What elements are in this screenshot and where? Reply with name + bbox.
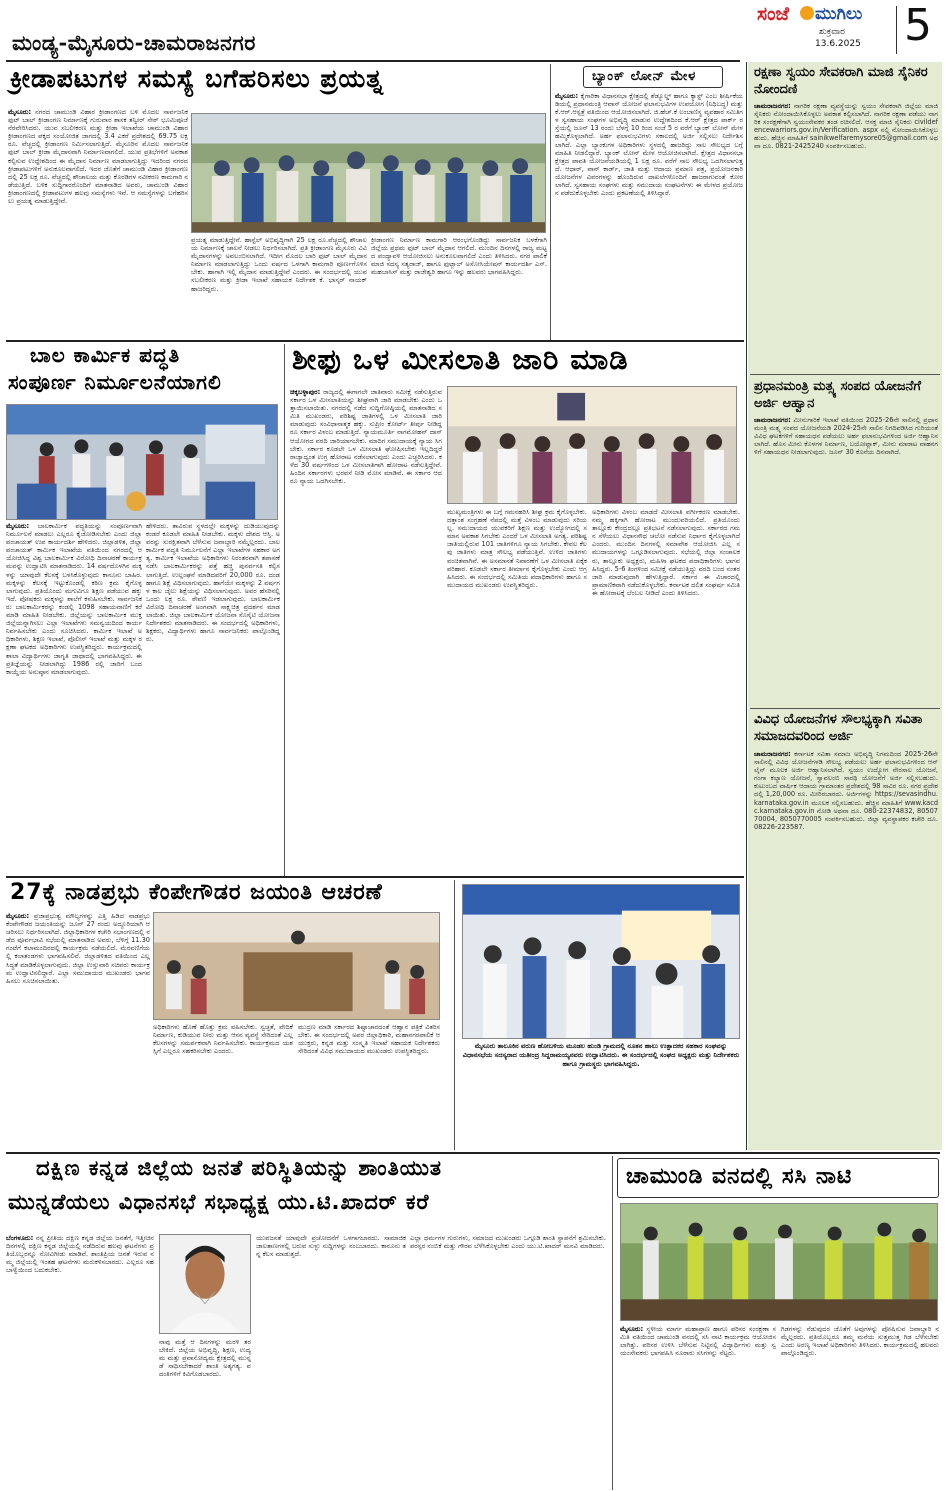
article-child-body-1: ಬಾಲಕಾರ್ಮಿಕ ಪದ್ಧತಿಯನ್ನು ಸಂಪೂರ್ಣವಾಗಿ ನಿರ್ಮೂಲನೆ ಮಾಡಲು ಎಲ್ಲರೂ ಕೈಜೋಡಿಸಬೇಕು ಎಂದು ಜಿಲ್ಲಾ ಪಂಚಾಯತ್ ಉಪ ಕಾರ್ಯದರ್ಶಿ ಹೇಳಿದರು. ಜಿಲ್ಲಾಡಳಿತ, ಜಿಲ್ಲಾ ಪಂಚಾಯತ್ ಕಾರ್ಮಿಕ ಇಲಾಖೆಯ ವತಿಯಿಂದ ನಗರದಲ್ಲಿ ಆಯೋಜಿಸಿದ್ದ ವಿಶ್ವ ಬಾಲಕಾರ್ಮಿಕ ವಿರೋಧಿ ದಿನಾಚರಣೆ ಕಾರ್ಯಕ್ರಮವನ್ನು ಉದ್ಘಾಟಿಸಿ ಮಾತನಾಡಿದರು. 14 ವರ್ಷದೊಳಗಿನ ಮಕ್ಕಳನ್ನು ಯಾವುದೇ ಕೆಲಸಕ್ಕೆ ಬಳಸಿಕೊಳ್ಳುವುದು ಕಾನೂನು ಬಾಹಿರ. ಮಕ್ಕಳನ್ನು ಕೆಲಸಕ್ಕೆ ಇಟ್ಟುಕೊಂಡಲ್ಲಿ ಕಠಿಣ ಕ್ರಮ ಕೈಗೊಳ್ಳಲಾಗುವುದು. ಪ್ರತಿಯೊಂದು ಮಗುವಿಗೂ ಶಿಕ್ಷಣ ಪಡೆಯುವ ಹಕ್ಕು ಇದೆ. ಪೋಷಕರು ಮಕ್ಕಳನ್ನು ಶಾಲೆಗೆ ಕಳುಹಿಸಬೇಕು. ಸಾರ್ವಜನಿಕರು ಬಾಲಕಾರ್ಮಿಕರನ್ನು ಕಂಡಲ್ಲಿ 1098 ಸಹಾಯವಾಣಿಗೆ ಕರೆ ಮಾಡಿ ಮಾಹಿತಿ ನೀಡಬೇಕು. ಜಿಲ್ಲೆಯನ್ನು ಬಾಲಕಾರ್ಮಿಕ ಮುಕ್ತ ಜಿಲ್ಲೆಯನ್ನಾಗಿಸಲು ಎಲ್ಲಾ ಇಲಾಖೆಗಳು ಸಮನ್ವಯದಿಂದ ಕಾರ್ಯನಿರ್ವಹಿಸಬೇಕು ಎಂದು ಸೂಚಿಸಿದರು. ಕಾರ್ಮಿಕ ಇಲಾಖೆ ಅಧಿಕಾರಿಗಳು, ಶಿಕ್ಷಣ ಇಲಾಖೆ, ಪೊಲೀಸ್ ಇಲಾಖೆ ಮತ್ತು ಮಕ್ಕಳ ರಕ್ಷಣಾ ಘಟಕದ ಅಧಿಕಾರಿಗಳು ಉಪಸ್ಥಿತರಿದ್ದರು. ಕಾರ್ಯಕ್ರಮದಲ್ಲಿ ಶಾಲಾ ವಿದ್ಯಾರ್ಥಿಗಳು ಜಾಗೃತಿ ಜಾಥಾದಲ್ಲಿ ಭಾಗವಹಿಸಿದ್ದರು. ಈ ಪ್ರತಿಜ್ಞೆಯನ್ನು ನೀಡಲಾಗಿದ್ದು 1986 ರಲ್ಲಿ ಜಾರಿಗೆ ಬಂದ ಕಾಯ್ದೆಯ ಅನುಷ್ಠಾನ ಮಾಡಲಾಗುವುದು. (6, 522, 142, 676)
article-reservation-col2: ಮುಖ್ಯಮಂತ್ರಿಗಳು ಈ ಬಗ್ಗೆ ಗಮನಹರಿಸಿ ಶೀಘ್ರ ಕ್ರಮ ಕೈಗೊಳ್ಳಬೇಕು. ದತ್ತಾಂಶ ಸಂಗ್ರಹಣೆ ನೆಪದಲ್ಲಿ ಮತ್ತೆ ವಿಳಂಬ ಮಾಡುವುದು ಸರಿಯಲ್ಲ. ಸಮುದಾಯದ ಯುವಕರಿಗೆ ಶಿಕ್ಷಣ ಮತ್ತು ಉದ್ಯೋಗದಲ್ಲಿ ಸಮಾನ ಅವಕಾಶ ಸಿಗಬೇಕು ಎಂದರೆ ಒಳ ಮೀಸಲಾತಿ ಅಗತ್ಯ. ಪರಿಶಿಷ್ಟ ಜಾತಿಯಲ್ಲಿರುವ 101 ಜಾತಿಗಳಿಗೂ ನ್ಯಾಯ ಸಿಗಬೇಕು. ಕೇವಲ ಕೆಲವು ಜಾತಿಗಳು ಮಾತ್ರ ಸೌಲಭ್ಯ ಪಡೆಯುತ್ತಿವೆ. ಉಳಿದ ಜಾತಿಗಳು ವಂಚಿತವಾಗಿವೆ. ಈ ಅಸಮಾನತೆ ನಿವಾರಣೆಗೆ ಒಳ ಮೀಸಲಾತಿ ಏಕೈಕ ಪರಿಹಾರ. ಕೂಡಲೇ ಸರ್ಕಾರ ತೀರ್ಮಾನ ಕೈಗೊಳ್ಳಬೇಕು ಎಂದು ಆಗ್ರಹಿಸಿದರು. ಈ ಸಂದರ್ಭದಲ್ಲಿ ಸಮಿತಿಯ ಪದಾಧಿಕಾರಿಗಳು ಹಾಗೂ ಸಮುದಾಯದ ಮುಖಂಡರು ಉಪಸ್ಥಿತರಿದ್ದರು. (447, 508, 587, 589)
article-chamundi-body-1: ಸ್ಥಳೀಯ ಮಾರ್ಗ ಮಹಾಪ್ರಾಣ ಹಾಗೂ ಪರಿಸರ ಸಂರಕ್ಷಣಾ ಸಮಿತಿ ವತಿಯಿಂದ ಚಾಮುಂಡಿ ವನದಲ್ಲಿ ಸಸಿ ನಾಟಿ ಕಾರ್ಯಕ್ರಮ ಆಯೋಜಿಸಲಾಗಿತ್ತು. ಪರಿಸರ ಉಳಿಸಿ ಬೆಳೆಸುವ ನಿಟ್ಟಿನಲ್ಲಿ ವಿದ್ಯಾರ್ಥಿಗಳು ಮತ್ತು ಸ್ವಯಂಸೇವಕರು ಭಾಗವಹಿಸಿ ನೂರಾರು ಸಸಿಗಳನ್ನು ನೆಟ್ಟರು. (620, 1325, 776, 1358)
paper-name-mugilu: ಮುಗಿಲು (815, 4, 863, 24)
dateline: ಚಿಕ್ಕಬಳ್ಳಾಪುರ: (290, 388, 321, 396)
headline-dakshina-kannada-2: ಮುನ್ನಡೆಯಲು ವಿಧಾನಸಭೆ ಸಭಾಧ್ಯಕ್ಷ ಯು.ಟಿ.ಖಾದರ್ ಕರೆ (8, 1190, 430, 1214)
sidebar-ex-servicemen-body (754, 102, 938, 372)
article-sports-col3: ಕ್ರೀಡಾಂಗಣ ನಿರ್ಮಾಣ ಕಾಮಗಾರಿ ಆರಂಭಗೊಂಡಿದ್ದು ಸಾರ್ವಜನಿಕ ಬಳಕೆಗಾಗಿ ಜಿಲ್ಲೆಯ ಪ್ರಥಮ ಫುಟ್ ಬಾಲ್ ಮೈದಾನ ಆಗಲಿದೆ. ಮುಂದಿನ ದಿನಗಳಲ್ಲಿ ರಾಜ್ಯ ಮಟ್ಟದ ಪಂದ್ಯಾವಳಿ ಆಯೋಜಿಸಲು ಅನುಕೂಲವಾಗಲಿದೆ ಎಂದು ತಿಳಿಸಿದರು. ನಗರ ಪಾಲಿಕೆ ಮಾಜಿ ಸದಸ್ಯ ಸತ್ಯರಾಜ್, ಹಾಗೂ ಫುಟ್ಬಾಲ್ ಅಸೋಸಿಯೇಷನ್ ಕಾರ್ಯದರ್ಶಿ ಎಸ್.ಮಹಬಾಸಿಸ್ ಮತ್ತು ರಾಜೇಶ್ವರಿ ಹಾಗೂ ಇನ್ನು ಹಲವರು ಭಾಗವಹಿಸಿದ್ದರು. (371, 236, 547, 277)
article-kempegowda-col2: ಅಧಿಕಾರಿಗಳು ಹೊಣೆ ಹೊತ್ತು ಕ್ರಮ ವಹಿಸಬೇಕು. ಸ್ವಚ್ಛತೆ, ವೇದಿಕೆ ನಿರ್ಮಾಣ, ಕುಡಿಯುವ ನೀರು ಮತ್ತು ಆಸನ ವ್ಯವಸ್ಥೆ ಸೇರಿದಂತೆ ಎಲ್ಲ ಕೆಲಸಗಳನ್ನು ಸಮರ್ಪಕವಾಗಿ ನಿರ್ವಹಿಸಬೇಕು. ಕಾರ್ಯಕ್ರಮದ ಯಶಸ್ಸಿಗೆ ಎಲ್ಲರೂ ಸಹಕರಿಸಬೇಕು ಎಂದರು. (153, 1023, 293, 1056)
dateline: ಮೈಸೂರು: (620, 1325, 644, 1333)
photo-ut-khader-portrait (159, 1234, 251, 1334)
headline-chamundi-sapling: ಚಾಮುಂಡಿ ವನದಲ್ಲಿ ಸಸಿ ನಾಟಿ (626, 1164, 853, 1189)
article-reservation-col1 (290, 388, 442, 876)
caption-milk-society: ಮೈಸೂರು ತಾಲೂಕಿನ ವರುಣ ಹೋಬಳಿಯ ಮೂಡಲ ಹುಂಡಿ ಗ್ರಾಮದಲ್ಲಿ ನೂತನ ಹಾಲು ಉತ್ಪಾದಕರ ಸಹಕಾರ ಸಂಘವನ್ನು ವಿಧಾನಸಭೆಯ ಸದಸ್ಯರಾದ ಯತೀಂದ್ರ ಸಿದ್ದರಾಮಯ್ಯನವರು ಉದ್ಘಾಟಿಸಿದರು. ಈ ಸಂದರ್ಭದಲ್ಲಿ ಸಂಘದ ಅಧ್ಯಕ್ಷರು ಮತ್ತು ನಿರ್ದೇಶಕರು ಹಾಗೂ ಗ್ರಾಮಸ್ಥರು ಭಾಗವಹಿಸಿದ್ದರು. (462, 1042, 740, 1068)
photo-milk-society-inauguration (462, 884, 740, 1039)
headline-child-labour-1: ಬಾಲ ಕಾರ್ಮಿಕ ಪದ್ಧತಿ (30, 343, 181, 367)
headline-sports-problems: ಕ್ರೀಡಾಪಟುಗಳ ಸಮಸ್ಯೆ ಬಗೆಹರಿಸಲು ಪ್ರಯತ್ನ (10, 64, 384, 93)
article-sports-col1 (8, 108, 188, 336)
sun-logo-icon (800, 6, 814, 20)
article-kempegowda-col3: ಮುದ್ರಣ ಮಾಡಿ ಸರ್ಕಾರದ ಶಿಷ್ಟಾಚಾರದಂತೆ ಆಹ್ವಾನ ಪತ್ರಿಕೆ ವಿತರಿಸಬೇಕು. ಈ ಸಂದರ್ಭದಲ್ಲಿ ಅಪರ ಜಿಲ್ಲಾಧಿಕಾರಿ, ಮಹಾನಗರಪಾಲಿಕೆ ಆಯುಕ್ತರು, ಕನ್ನಡ ಮತ್ತು ಸಂಸ್ಕೃತಿ ಇಲಾಖೆ ಸಹಾಯಕ ನಿರ್ದೇಶಕರು ಸೇರಿದಂತೆ ವಿವಿಧ ಸಮುದಾಯದ ಮುಖಂಡರು ಉಪಸ್ಥಿತರಿದ್ದರು. (298, 1023, 440, 1056)
article-reservation-body-1: ರಾಜ್ಯದಲ್ಲಿ ಈಗಾಗಲೇ ಜಾತಿವಾರು ಸಮೀಕ್ಷೆ ನಡೆಸುತ್ತಿರುವ ಸರ್ಕಾರ ಒಳ ಮೀಸಲಾತಿಯನ್ನು ಶೀಘ್ರವಾಗಿ ಜಾರಿ ಮಾಡಬೇಕು ಎಂದು ಒತ್ತಾಯಿಸಲಾಯಿತು. ನಗರದಲ್ಲಿ ನಡೆದ ಸುದ್ದಿಗೋಷ್ಠಿಯಲ್ಲಿ ಮಾತನಾಡಿದ ಸಮಿತಿ ಮುಖಂಡರು, ಪರಿಶಿಷ್ಟ ಜಾತಿಗಳಲ್ಲಿ ಒಳ ಮೀಸಲಾತಿ ಜಾರಿ ಮಾಡುವುದು ಸಂವಿಧಾನಾತ್ಮಕ ಹಕ್ಕು. ಸುಪ್ರೀಂ ಕೋರ್ಟ್ ತೀರ್ಪು ನೀಡಿದ್ದರೂ ಸರ್ಕಾರ ವಿಳಂಬ ಮಾಡುತ್ತಿದೆ. ನ್ಯಾಯಮೂರ್ತಿ ನಾಗಮೋಹನ್ ದಾಸ್ ಆಯೋಗದ ವರದಿ ಜಾರಿಯಾಗಬೇಕು. ಮಾದಿಗ ಸಮುದಾಯಕ್ಕೆ ನ್ಯಾಯ ಸಿಗಬೇಕು. ಸರ್ಕಾರ ಕೂಡಲೇ ಒಳ ಮೀಸಲಾತಿ ಘೋಷಿಸಬೇಕು ಇಲ್ಲದಿದ್ದರೆ ರಾಜ್ಯಾದ್ಯಂತ ಉಗ್ರ ಹೋರಾಟ ನಡೆಸಲಾಗುವುದು ಎಂದು ಎಚ್ಚರಿಸಿದರು. ಕಳೆದ 30 ವರ್ಷಗಳಿಂದ ಒಳ ಮೀಸಲಾತಿಗಾಗಿ ಹೋರಾಟ ನಡೆಸುತ್ತಿದ್ದೇವೆ. ಹಿಂದಿನ ಸರ್ಕಾರಗಳು ಭರವಸೆ ನೀಡಿ ಮೋಸ ಮಾಡಿವೆ. ಈ ಸರ್ಕಾರ ಆದರೂ ನ್ಯಾಯ ಒದಗಿಸಬೇಕು. (290, 388, 442, 486)
article-chamundi-col2: ಗಿಡಗಳನ್ನು ನೆಡುವುದರ ಜೊತೆಗೆ ಅವುಗಳನ್ನು ಪೋಷಿಸುವ ಜವಾಬ್ದಾರಿ ನಮ್ಮೆಲ್ಲರದು. ಪ್ರತಿಯೊಬ್ಬರೂ ತಮ್ಮ ಮನೆಯ ಸುತ್ತಮುತ್ತ ಗಿಡ ಬೆಳೆಸಬೇಕು ಎಂದು ಅರಣ್ಯ ಇಲಾಖೆ ಅಧಿಕಾರಿಗಳು ತಿಳಿಸಿದರು. ಕಾರ್ಯಕ್ರಮದಲ್ಲಿ ಹಲವರು ಪಾಲ್ಗೊಂಡಿದ್ದರು. (781, 1325, 939, 1358)
masthead-logo (757, 3, 897, 55)
paper-name-sanje: ಸಂಜೆ (757, 3, 790, 25)
page-number: 5 (904, 0, 932, 51)
article-reservation-col3: ಅಧಿಕಾರಿಗಳು ವಿಳಂಬ ಮಾಡದೆ ಮೀಸಲಾತಿ ವರ್ಗೀಕರಣ ಮಾಡಬೇಕು. ನಮ್ಮ ಹಕ್ಕಿಗಾಗಿ ಹೋರಾಟ ಮುಂದುವರಿಯಲಿದೆ. ಪ್ರತಿಯೊಂದು ತಾಲ್ಲೂಕು ಕೇಂದ್ರದಲ್ಲೂ ಪ್ರತಿಭಟನೆ ನಡೆಸಲಾಗುವುದು. ಸರ್ಕಾರದ ಗಮನ ಸೆಳೆಯಲು ವಿಧಾನಸೌಧ ಚಲೋ ನಡೆಸುವ ನಿರ್ಧಾರ ಕೈಗೊಳ್ಳಲಾಗಿದೆ ಎಂದರು. ಮುಂದಿನ ದಿನಗಳಲ್ಲಿ ಸಮಾವೇಶ ಆಯೋಜಿಸಿ ಎಲ್ಲ ಸಮುದಾಯಗಳನ್ನು ಒಗ್ಗೂಡಿಸಲಾಗುವುದು. ಸಭೆಯಲ್ಲಿ ಜಿಲ್ಲಾ ಸಂಚಾಲಕರು, ತಾಲ್ಲೂಕು ಅಧ್ಯಕ್ಷರು, ಮಹಿಳಾ ಘಟಕದ ಪದಾಧಿಕಾರಿಗಳು ಭಾಗವಹಿಸಿದ್ದರು. 5-6 ತಿಂಗಳಿಂದ ಸಮೀಕ್ಷೆ ನಡೆಯುತ್ತಿದ್ದು ವರದಿ ಬಂದ ನಂತರ ಜಾರಿ ಮಾಡುವುದಾಗಿ ಹೇಳುತ್ತಿದ್ದಾರೆ. ಸರ್ಕಾರ ಈ ವಿಚಾರದಲ್ಲಿ ಪ್ರಾಮಾಣಿಕವಾಗಿ ನಡೆದುಕೊಳ್ಳಬೇಕು. ಕರ್ನಾಟಕ ದಲಿತ ಸಂಘರ್ಷ ಸಮಿತಿ ಈ ಹೋರಾಟಕ್ಕೆ ಬೆಂಬಲ ನೀಡಿದೆ ಎಂದು ತಿಳಿಸಿದರು. (592, 508, 740, 597)
issue-date: 13.6.2025 (815, 39, 861, 49)
article-dakshina-col3: ಯುವಜನತೆ ಯಾವುದೇ ಪ್ರಚೋದನೆಗೆ ಒಳಗಾಗಬಾರದು. ಸಾಮಾಜಿಕ ಜಾಲತಾಣಗಳಲ್ಲಿ ಬರುವ ಸುಳ್ಳು ಸುದ್ದಿಗಳನ್ನು ನಂಬಬಾರದು. ಕಾನೂನು ತನ್ನ ಕೆಲಸ ಮಾಡುತ್ತದೆ. (256, 1234, 406, 1259)
article-sports-col2: ಪ್ರಯತ್ನ ಮಾಡುತ್ತಿದ್ದೇನೆ. ಹಾಸ್ಟೆಲ್ ಅಭಿವೃದ್ಧಿಗಾಗಿ 25 ಲಕ್ಷ ರೂ.ವೆಚ್ಚದಲ್ಲಿ ಶೌಚಾಲಯ ನಿರ್ಮಾಣಕ್ಕೆ ಚಾಲನೆ ನೀಡಲು ನಿರ್ಧರಿಸಲಾಗಿದೆ. ಪ್ರತಿ ಕ್ರೀಡಾಂಗಣ ಮೈಸೂರು ವಿವಿ ಮೈದಾನಗಳನ್ನು ಅವಲಂಬಿಸಲಾಗಿದೆ. ಇದೀಗ ಮೊದಲ ಬಾರಿ ಫುಟ್ ಬಾಲ್ ಮೈದಾನ ನಿರ್ಮಾಣ ಮಾಡಲಾಗುತ್ತಿದ್ದು ಒಂದು ವರ್ಷದ ಒಳಗಾಗಿ ಕಾಮಗಾರಿ ಪೂರ್ಣಗೊಳಿಸಬೇಕು. ಹಾಗಾಗಿ ಇಲ್ಲಿ ಮೈದಾನ ಮಾಡುತ್ತಿದ್ದೇವೆ ಎಂದರು. ಈ ಸಂದರ್ಭದಲ್ಲಿ ಯುವ ಸಬಲೀಕರಣ ಮತ್ತು ಕ್ರೀಡಾ ಇಲಾಖೆ ಸಹಾಯಕ ನಿರ್ದೇಶಕ ಕೆ. ಭಾಸ್ಕರ್ ನಾಯಕ್ ಹಾಜರಿದ್ದರು. (191, 236, 367, 293)
sidebar-headline-savitha-samaja: ವಿವಿಧ ಯೋಜನೆಗಳ ಸೌಲಭ್ಯಕ್ಕಾಗಿ ಸವಿತಾ ಸಮಾಜದವರಿಂದ ಅರ್ಜಿ (754, 712, 923, 744)
sidebar-headline-ex-servicemen: ರಕ್ಷಣಾ ಸ್ವಯಂ ಸೇವಕರಾಗಿ ಮಾಜಿ ಸೈನಿಕರ ನೋಂದಣಿ (754, 65, 928, 97)
article-sports-body-1: ನಗರದ ಚಾಮುಂಡಿ ವಿಹಾರ ಕ್ರೀಡಾಂಗಣದ ಬಳಿ ಮೊದಲ ಸಾರ್ವಜನಿಕ ಫುಟ್ ಬಾಲ್ ಕ್ರೀಡಾಂಗಣ ನಿರ್ಮಾಣಕ್ಕೆ ಗುರುವಾರ ಶಾಸಕ ತನ್ವೀರ್ ಸೇಠ್ ಭೂಮಿಪೂಜೆ ನೆರವೇರಿಸಿದರು. ಯುವ ಸಬಲೀಕರಣ ಮತ್ತು ಕ್ರೀಡಾ ಇಲಾಖೆಯ ಚಾಮುಂಡಿ ವಿಹಾರ ಕ್ರೀಡಾಂಗಣದ ಪಕ್ಕದ ಸಂಯೋಜಿತ ಜಾಗದಲ್ಲಿ 3.4 ಎಕರೆ ಪ್ರದೇಶದಲ್ಲಿ 69.75 ಲಕ್ಷ ರೂ. ವೆಚ್ಚದಲ್ಲಿ ಕ್ರೀಡಾಂಗಣ ನಿರ್ಮಿಸಲಾಗುತ್ತಿದೆ. ಮೈಸೂರಿನ ಮೊದಲ ಸಾರ್ವಜನಿಕ ಫುಟ್ ಬಾಲ್ ಕ್ರೀಡಾ ಮೈದಾನವಾಗಿ ನಿರ್ಮಾಣವಾಗಲಿದೆ. ಯುವ ಪ್ರತಿಭೆಗಳಿಗೆ ಅವಕಾಶ ಕಲ್ಪಿಸುವ ಉದ್ದೇಶದಿಂದ ಈ ಮೈದಾನ ನಿರ್ಮಾಣ ಮಾಡಲಾಗುತ್ತಿದ್ದು ಇದರಿಂದ ನಗರದ ಕ್ರೀಡಾಪಟುಗಳಿಗೆ ಅನುಕೂಲವಾಗಲಿದೆ. ಇದರ ಜೊತೆಗೆ ಚಾಮುಂಡಿ ವಿಹಾರ ಕ್ರೀಡಾಂಗಣದಲ್ಲಿ 25 ಲಕ್ಷ ರೂ. ವೆಚ್ಚದಲ್ಲಿ ಶೌಚಾಲಯ ಮತ್ತು ಕೊಠಡಿಗಳ ನವೀಕರಣ ಕಾಮಗಾರಿ ನಡೆಯುತ್ತಿದೆ. ಬಳಿಕ ಸುದ್ದಿಗಾರರೊಂದಿಗೆ ಮಾತನಾಡಿದ ಅವರು, ಚಾಮುಂಡಿ ವಿಹಾರ ಕ್ರೀಡಾಂಗಣದಲ್ಲಿ ಕ್ರೀಡಾಪಟುಗಳ ಹಲವು ಸಮಸ್ಯೆಗಳು ಇವೆ. ಆ ಸಮಸ್ಯೆಗಳನ್ನು ಬಗೆಹರಿಸಲು ಪ್ರಯತ್ನ ಮಾಡುತ್ತಿದ್ದೇವೆ. (8, 108, 188, 206)
article-dakshina-col2: ನಾವು ಮತ್ತೆ ಆ ದಿನಗಳನ್ನು ಮರಳಿ ತರಬೇಕಿದೆ. ಜಿಲ್ಲೆಯ ಅಭಿವೃದ್ಧಿ, ಶಿಕ್ಷಣ, ಉದ್ಯಮ ಮತ್ತು ಪ್ರವಾಸೋದ್ಯಮ ಕ್ಷೇತ್ರದಲ್ಲಿ ಮುನ್ನಡೆ ಸಾಧಿಸಬೇಕಾದರೆ ಶಾಂತಿ ಅತ್ಯಗತ್ಯ. ವದಂತಿಗಳಿಗೆ ಕಿವಿಗೊಡಬಾರದು. (159, 1338, 251, 1379)
article-bank-loan (555, 92, 743, 338)
headline-internal-reservation: ಶೀಫು ಒಳ ಮೀಸಲಾತಿ ಜಾರಿ ಮಾಡಿ (292, 342, 629, 376)
article-dakshina-col4: ಎಲ್ಲಾ ಧರ್ಮಗಳ ಗುರುಗಳು, ಸಮಾಜದ ಮುಖಂಡರು ಒಗ್ಗೂಡಿ ಶಾಂತಿ ಸ್ಥಾಪನೆಗೆ ಶ್ರಮಿಸಬೇಕು. ಪರಸ್ಪರ ನಂಬಿಕೆ ಮತ್ತು ಗೌರವ ಬೆಳೆಸಿಕೊಳ್ಳಬೇಕು ಎಂದು ಯು.ಟಿ.ಖಾದರ್ ಮನವಿ ಮಾಡಿದರು. (410, 1234, 606, 1251)
dateline: ಮೈಸೂರು: (555, 92, 579, 100)
photo-chamundi-planting (620, 1203, 938, 1321)
sidebar-s3-body: ಕರ್ನಾಟಕ ಸವಿತಾ ಸಮಾಜ ಅಭಿವೃದ್ಧಿ ನಿಗಮದಿಂದ 2025-26ನೇ ಸಾಲಿನಲ್ಲಿ ವಿವಿಧ ಯೋಜನೆಗಳಡಿ ಸೌಲಭ್ಯ ಪಡೆಯಲು ಅರ್ಹ ಫಲಾನುಭವಿಗಳಿಂದ ಆನ್ ಲೈನ್ ಮೂಲಕ ಅರ್ಜಿ ಆಹ್ವಾನಿಸಲಾಗಿದೆ. ಸ್ವಯಂ ಉದ್ಯೋಗ ನೇರಸಾಲ ಯೋಜನೆ, ಗಂಗಾ ಕಲ್ಯಾಣ ಯೋಜನೆ, ಸ್ವಾವಲಂಬಿ ಸಾರಥಿ ಯೋಜನೆಗೆ ಅರ್ಜಿ ಸಲ್ಲಿಸಬಹುದು. ಕುಟುಂಬದ ವಾರ್ಷಿಕ ಆದಾಯ ಗ್ರಾಮಾಂತರ ಪ್ರದೇಶದಲ್ಲಿ 98 ಸಾವಿರ ರೂ. ನಗರ ಪ್ರದೇಶದಲ್ಲಿ 1,20,000 ರೂ. ಮೀರಿರಬಾರದು. ಅರ್ಜಿಗಳನ್ನು https://sevasindhu.karnataka.gov.in ಮೂಲಕ ಸಲ್ಲಿಸಬಹುದು. ಹೆಚ್ಚಿನ ಮಾಹಿತಿಗೆ www.kacdc.karnataka.gov.in ನೋಡಿ ಅಥವಾ ದೂ. 080-22374832, 8050770004, 8050770005 ಸಂಪರ್ಕಿಸಬಹುದು. ಜಿಲ್ಲಾ ವ್ಯವಸ್ಥಾಪಕರ ಕಚೇರಿ ದೂ. 08226-223587. (754, 750, 938, 831)
dateline: ಮೈಸೂರು: (8, 108, 32, 116)
sidebar-savitha-samaja-body (754, 750, 938, 1148)
article-child-col2: ಹೇಳಿದರು. ತಾವಿರುವ ಸ್ಥಳದಲ್ಲೇ ಮಕ್ಕಳನ್ನು ದುಡಿಯುವುದನ್ನು ಕಂಡರೆ ಕೂಡಲೇ ಮಾಹಿತಿ ನೀಡಬೇಕು. ಮಕ್ಕಳು ದೇಶದ ಆಸ್ತಿ. ಅವರನ್ನು ಸುರಕ್ಷಿತವಾಗಿ ಬೆಳೆಸುವ ಜವಾಬ್ದಾರಿ ನಮ್ಮೆಲ್ಲರದು. ಬಾಲಕಾರ್ಮಿಕ ಪದ್ಧತಿ ನಿರ್ಮೂಲನೆಗೆ ಎಲ್ಲಾ ಇಲಾಖೆಗಳ ಸಹಕಾರ ಅಗತ್ಯ. ಕಾರ್ಮಿಕ ಇಲಾಖೆಯ ಅಧಿಕಾರಿಗಳು ನಿರಂತರವಾಗಿ ತಪಾಸಣೆ ನಡೆಸಿ ಬಾಲಕಾರ್ಮಿಕರನ್ನು ಪತ್ತೆ ಹಚ್ಚಿ ಪುನರ್ವಸತಿ ಕಲ್ಪಿಸಲಾಗುತ್ತಿದೆ. ಉಲ್ಲಂಘನೆ ಮಾಡಿದವರಿಗೆ 20,000 ರೂ. ದಂಡ ಹಾಗೂ ಶಿಕ್ಷೆ ವಿಧಿಸಲಾಗುವುದು. ಹಾಗೆಯೇ ಮಕ್ಕಳನ್ನು 2 ವರ್ಷಗಳ ಕಾಲ ಜೈಲು ಶಿಕ್ಷೆಯನ್ನು ವಿಧಿಸಲಾಗುವುದು. ಅವರ ಹೆಸರಿನಲ್ಲಿ ಒಂದು ಲಕ್ಷ ರೂ. ಠೇವಣಿ ಇಡಲಾಗುವುದು. ಬಾಲಕಾರ್ಮಿಕ ವಿರೋಧಿ ದಿನಾಚರಣೆ ಅಂಗವಾಗಿ ಸಾಕ್ಷ್ಯಚಿತ್ರ ಪ್ರದರ್ಶನ ಮಾಡಲಾಯಿತು. ಜಿಲ್ಲಾ ಬಾಲಕಾರ್ಮಿಕ ಯೋಜನಾ ಸೊಸೈಟಿ ಯೋಜನಾ ನಿರ್ದೇಶಕರು ಮಾತನಾಡಿದರು. ಈ ಸಂದರ್ಭದಲ್ಲಿ ಅಧಿಕಾರಿಗಳು, ಶಿಕ್ಷಕರು, ವಿದ್ಯಾರ್ಥಿಗಳು ಹಾಗೂ ಸಾರ್ವಜನಿಕರು ಪಾಲ್ಗೊಂಡಿದ್ದರು. (146, 522, 280, 644)
headline-dakshina-kannada-1: ದಕ್ಷಿಣ ಕನ್ನಡ ಜಿಲ್ಲೆಯ ಜನತೆ ಪರಿಸ್ಥಿತಿಯನ್ನು ಶಾಂತಿಯುತ (36, 1156, 443, 1180)
dateline: ಮೈಸೂರು: (6, 912, 30, 920)
article-dakshina-body-1: ನನ್ನ ಪ್ರೀತಿಯ ದಕ್ಷಿಣ ಕನ್ನಡ ಜಿಲ್ಲೆಯ ಜನತೆಗೆ, ಇತ್ತೀಚಿನ ದಿನಗಳಲ್ಲಿ ದಕ್ಷಿಣ ಕನ್ನಡ ಜಿಲ್ಲೆಯಲ್ಲಿ ನಡೆದಿರುವ ಹಲವು ಘಟನೆಗಳು ಪ್ರತಿಯೊಬ್ಬರನ್ನೂ ನೋವಿಗೀಡು ಮಾಡಿವೆ. ಶಾಂತಿಪ್ರಿಯ ಜನತೆ ಇರುವ ನಮ್ಮ ಜಿಲ್ಲೆಯಲ್ಲಿ ಇಂತಹ ಘಟನೆಗಳು ಮರುಕಳಿಸಬಾರದು. ಎಲ್ಲರೂ ಸಹಬಾಳ್ವೆಯಿಂದ ಬದುಕಬೇಕು. (6, 1234, 154, 1275)
photo-sports-ground-ceremony (191, 113, 546, 233)
article-dakshina-col1 (6, 1234, 154, 1490)
article-kempegowda-col1 (6, 912, 150, 1148)
article-bank-body: ಕೈಗಾರಿಕಾ ವಿಧಾನಸಭಾ ಕ್ಷೇತ್ರದಲ್ಲಿ ಶೆಡ್ಯೂಲ್ಡ್ ಹಾಗೂ ಕ್ಯಾಸ್ಟ್ ಎಂಬ ಶೀರ್ಷಿಕೆಯಡಿಯಲ್ಲಿ ಪ್ರಧಾನಮಂತ್ರಿ ಆವಾಸ್ ಯೋಜನೆ ಫಲಾನುಭವಿಗಳ ಉಪಯೋಗ (ನಿಧಿಬದ್ಧ) ಮತ್ತು ಕೆ.ಆರ್.ಆಸ್ಪತ್ರೆ ವತಿಯಿಂದ ಆಯೋಜಿಸಲಾಗಿದೆ. ಜಿ.ಹೆಚ್.ಕೆ ಲಂಬಾಣಿಸ್ಥ ವ್ಯವಹಾರ ಸಮಿತಿಗಳ ಸ್ವಸಹಾಯ ಸಂಘಗಳ ಅಭಿವೃದ್ಧಿ ಮಾಡುವ ಉದ್ದೇಶದಿಂದ ಕೆ.ಆರ್ ಕ್ಷೇತ್ರದ ಪಾರ್ಕ್ ರಸ್ತೆಯಲ್ಲಿ ಜೂನ್ 13 ರಂದು ಬೆಳಗ್ಗೆ 10 ರಿಂದ ಸಂಜೆ 5 ರ ವರೆಗೆ ಬ್ಯಾಂಕ್ ಲೋನ್ ಮೇಳ ಹಮ್ಮಿಕೊಳ್ಳಲಾಗಿದೆ. ಅರ್ಹ ಫಲಾನುಭವಿಗಳು ಸಕಾಲದಲ್ಲಿ ಅರ್ಜಿ ಸಲ್ಲಿಸಲು ನಿರ್ದೇಶಿಸಲಾಗಿದೆ. ಎಲ್ಲಾ ಬ್ಯಾಂಕುಗಳ ಅಧಿಕಾರಿಗಳು ಸ್ಥಳದಲ್ಲಿ ಹಾಜರಿದ್ದು ಸಾಲ ಸೌಲಭ್ಯದ ಬಗ್ಗೆ ಮಾಹಿತಿ ನೀಡಲಿದ್ದಾರೆ. ಬ್ಯಾಂಕ್ ಲೋನ್ ಮೇಳ ಆಯೋಜಿಸಲಾಗಿದೆ. ಕ್ಷೇತ್ರದ ವಿಧಾನಸಭಾ ಕ್ಷೇತ್ರದ ಪಾವತಿ ಯೋಜನೆಯಡಿಯಲ್ಲಿ 1 ಲಕ್ಷ ರೂ. ವರೆಗೆ ಸಾಲ ಸೌಲಭ್ಯ ಒದಗಿಸಲಾಗುತ್ತದೆ. ಆಧಾರ್, ಪಾನ್ ಕಾರ್ಡ್, ಜಾತಿ ಮತ್ತು ಆದಾಯ ಪ್ರಮಾಣ ಪತ್ರ, ಪ್ರಯೋಜನಕಾರಿ ಯೋಜನೆಗಳ ವಿವರಗಳನ್ನು ಹೊಂದಿರುವ ದಾಖಲೆಗಳೊಂದಿಗೆ ಹಾಜರಾಗುವಂತೆ ಕೋರಲಾಗಿದೆ. ಸ್ವಸಹಾಯ ಸಂಘಗಳು ಮತ್ತು ಸಮುದಾಯ ಸಂಘಟನೆಗಳು ಈ ಮೇಳದ ಪ್ರಯೋಜನ ಪಡೆದುಕೊಳ್ಳಬೇಕು ಎಂದು ಪ್ರಕಟಣೆಯಲ್ಲಿ ತಿಳಿಸಿದ್ದಾರೆ. (555, 92, 743, 198)
sidebar-s1-body: ನಾಗರಿಕ ರಕ್ಷಣಾ ವ್ಯವಸ್ಥೆಯನ್ನು ಸ್ವಯಂ ಸೇವಕರಾಗಿ ಜಿಲ್ಲೆಯ ಮಾಜಿ ಸೈನಿಕರು ನೋಂದಾಯಿಸಿಕೊಳ್ಳಲು ಅವಕಾಶ ಕಲ್ಪಿಸಲಾಗಿದೆ. ನಾಗರಿಕ ರಕ್ಷಣಾ ಪಡೆಯು ನಾಗರಿಕ ಸಂರಕ್ಷಣೆಗಾಗಿ ಸ್ವಯಂಸೇವಕರ ತಂಡ ರಚಿಸಲಿದೆ. ಆಸಕ್ತ ಮಾಜಿ ಸೈನಿಕರು civildefencewarriors.gov.in/Verification. aspx ನಲ್ಲಿ ನೋಂದಾಯಿಸಿಕೊಳ್ಳಬಹುದು. ಹೆಚ್ಚಿನ ಮಾಹಿತಿಗೆ sainikwelfaremysore05@gmail.com ಅಥವಾ ದೂ. 0821-2425240 ಸಂಪರ್ಕಿಸಬಹುದು. (754, 102, 938, 151)
photo-kempegowda-meeting (153, 912, 440, 1020)
article-child-col1 (6, 522, 142, 874)
headline-kempegowda-jayanti: 27ಕ್ಕೆ ನಾಡಪ್ರಭು ಕೆಂಪೇಗೌಡರ ಜಯಂತಿ ಆಚರಣೆ (10, 880, 383, 905)
dateline: ಚಾಮರಾಜನಗರ: (754, 416, 791, 424)
issue-day: ಶುಕ್ರವಾರ (819, 27, 845, 37)
region-banner (6, 26, 421, 58)
sidebar-matsya-sampada-body (754, 416, 938, 704)
dateline: ಚಾಮರಾಜನಗರ: (754, 102, 791, 110)
photo-reservation-meeting (447, 386, 737, 504)
dateline: ಮೈಸೂರು: (6, 522, 30, 530)
dateline: ಬೆಂಗಳೂರು: (6, 1234, 34, 1242)
sidebar-s2-body: ಮೀನುಗಾರಿಕೆ ಇಲಾಖೆ ವತಿಯಿಂದ 2025-26ನೇ ಸಾಲಿನಲ್ಲಿ ಪ್ರಧಾನಮಂತ್ರಿ ಮತ್ಸ್ಯ ಸಂಪದ ಯೋಜನೆಯಡಿ 2024-25ನೇ ಸಾಲಿನ ನಿಗದಿಪಡಿಸಿದ ಗುರಿಯಂತೆ ವಿವಿಧ ಘಟಕಗಳಿಗೆ ಸಹಾಯಧನ ಪಡೆಯಲು ಅರ್ಹ ಫಲಾನುಭವಿಗಳಿಂದ ಅರ್ಜಿ ಆಹ್ವಾನಿಸಲಾಗಿದೆ. ಹೊಸ ಮೀನು ಕೊಳಗಳ ನಿರ್ಮಾಣ, ಬಯೋಫ್ಲಾಕ್, ಮೀನು ಮಾರಾಟ ವಾಹನಗಳಿಗೆ ಸಹಾಯಧನ ನೀಡಲಾಗುವುದು. ಜೂನ್ 30 ಕೊನೆಯ ದಿನವಾಗಿದೆ. (754, 416, 938, 457)
headline-bank-loan-mela: ಬ್ಯಾಂಕ್ ಲೋನ್ ಮೇಳ (592, 69, 697, 84)
region-title: ಮಂಡ್ಯ-ಮೈಸೂರು-ಚಾಮರಾಜನಗರ (12, 30, 256, 55)
photo-child-labour-event (6, 404, 278, 520)
article-chamundi-col1 (620, 1325, 776, 1490)
sidebar-headline-matsya-sampada: ಪ್ರಧಾನಮಂತ್ರಿ ಮತ್ಸ್ಯ ಸಂಪದ ಯೋಜನೆಗೆ ಅರ್ಜಿ ಆಹ್ವಾನ (754, 379, 921, 411)
dateline: ಚಾಮರಾಜನಗರ: (754, 750, 791, 758)
article-kempegowda-body-1: ಪ್ರಜಾಪ್ರಭುತ್ವ ಮೌಲ್ಯಗಳನ್ನು ಎತ್ತಿ ಹಿಡಿದ ನಾಡಪ್ರಭು ಕೆಂಪೇಗೌಡರ ಜಯಂತಿಯನ್ನು ಜೂನ್ 27 ರಂದು ಅದ್ದೂರಿಯಾಗಿ ಆಚರಿಸಲು ನಿರ್ಧರಿಸಲಾಗಿದೆ. ಜಿಲ್ಲಾಧಿಕಾರಿಗಳ ಕಚೇರಿ ಸಭಾಂಗಣದಲ್ಲಿ ನಡೆದ ಪೂರ್ವಭಾವಿ ಸಭೆಯಲ್ಲಿ ಮಾತನಾಡಿದ ಅವರು, ಬೆಳಿಗ್ಗೆ 11.30 ಗಂಟೆಗೆ ಕಲಾಮಂದಿರದಲ್ಲಿ ಕಾರ್ಯಕ್ರಮ ನಡೆಯಲಿದೆ. ಮೆರವಣಿಗೆಯಲ್ಲಿ ಕಲಾತಂಡಗಳು ಭಾಗವಹಿಸಲಿವೆ. ಜಿಲ್ಲಾಡಳಿತದ ವತಿಯಿಂದ ಎಲ್ಲ ಸಿದ್ಧತೆ ಮಾಡಿಕೊಳ್ಳಲಾಗುವುದು. ಜಿಲ್ಲಾ ಉಸ್ತುವಾರಿ ಸಚಿವರು ಕಾರ್ಯಕ್ರಮ ಉದ್ಘಾಟಿಸಲಿದ್ದಾರೆ. ಎಲ್ಲಾ ಸಮುದಾಯದ ಮುಖಂಡರು ಭಾಗವಹಿಸಲು ಸೂಚಿಸಲಾಯಿತು. (6, 912, 150, 985)
headline-child-labour-2: ಸಂಪೂರ್ಣ ನಿರ್ಮೂಲನೆಯಾಗಲಿ (8, 370, 222, 394)
